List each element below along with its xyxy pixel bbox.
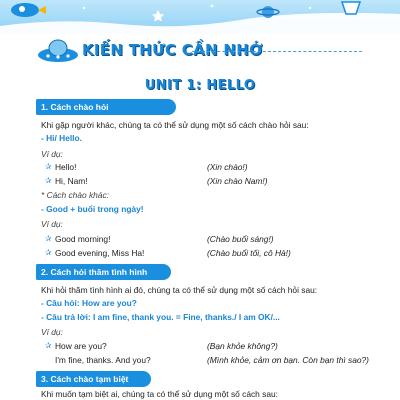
section-intro: Khi gặp người khác, chúng ta có thể sử dụng một số cách chào hỏi sau: xyxy=(41,120,309,130)
example-label: Ví dụ: xyxy=(41,327,63,337)
section-intro: Khi muốn tạm biệt ai, chúng ta có thể sử dụng một số cách sau: xyxy=(41,389,278,399)
question-text: - Câu hỏi: How are you? xyxy=(41,298,137,308)
title-dashed-line xyxy=(192,51,362,52)
section-intro: Khi hỏi thăm tình hình ai đó, chúng ta có thể sử dụng một số cách hỏi sau: xyxy=(41,285,318,295)
example-vi: (Xin chào Nam!) xyxy=(207,176,268,186)
example-en: Hello! xyxy=(55,162,77,172)
bullet-star-icon: ✰ xyxy=(45,341,52,350)
top-banner xyxy=(0,0,400,34)
example-label: Ví dụ: xyxy=(41,219,63,229)
example-en: How are you? xyxy=(55,341,107,351)
answer-text: - Câu trả lời: I am fine, thank you. = Fine, thanks./ I am OK/... xyxy=(41,312,280,322)
unit-title: UNIT 1: HELLO xyxy=(144,78,256,93)
example-vi: (Chào buổi sáng!) xyxy=(207,234,274,244)
section-heading-greeting: 1. Cách chào hỏi xyxy=(36,99,176,115)
example-en: Good evening, Miss Ha! xyxy=(55,248,145,258)
rocket-icon xyxy=(11,3,46,17)
other-label: * Cách chào khác: xyxy=(41,190,109,200)
section-heading-asking: 2. Cách hỏi thăm tình hình xyxy=(36,264,171,280)
example-vi: (Mình khỏe, cảm ơn bạn. Còn bạn thì sao?) xyxy=(207,355,369,365)
ufo-icon xyxy=(36,36,80,66)
page-title: KIẾN THỨC CẦN NHỚ xyxy=(82,41,263,59)
example-en: I'm fine, thanks. And you? xyxy=(55,355,151,365)
example-en: Good morning! xyxy=(55,234,111,244)
example-vi: (Xin chào!) xyxy=(207,162,248,172)
bullet-star-icon: ✰ xyxy=(45,248,52,257)
pattern-text: - Hi/ Hello. xyxy=(41,133,82,143)
bullet-star-icon: ✰ xyxy=(45,234,52,243)
example-vi: (Bạn khỏe không?) xyxy=(207,341,278,351)
example-vi: (Chào buổi tối, cô Hà!) xyxy=(207,248,291,258)
section-title xyxy=(36,36,366,66)
rocket-icon xyxy=(342,2,360,14)
bullet-star-icon: ✰ xyxy=(45,162,52,171)
star-icon xyxy=(152,10,164,22)
example-label: Ví dụ: xyxy=(41,149,63,159)
bullet-star-icon: ✰ xyxy=(45,176,52,185)
pattern-text: - Good + buổi trong ngày! xyxy=(41,204,144,214)
example-en: Hi, Nam! xyxy=(55,176,88,186)
section-heading-goodbye: 3. Cách chào tạm biệt xyxy=(36,371,151,387)
